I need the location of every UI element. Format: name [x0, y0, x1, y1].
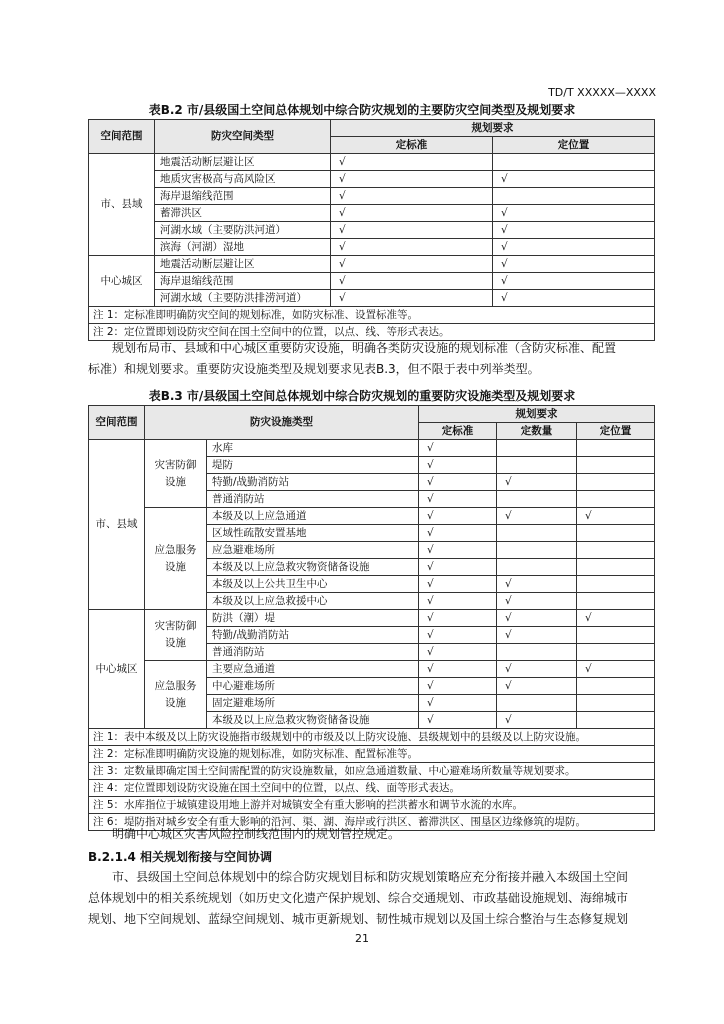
type-cell: 本级及以上应急通道: [207, 508, 419, 525]
position-cell: √: [493, 273, 655, 290]
position-cell: [577, 712, 655, 729]
paragraph-control: [88, 824, 654, 845]
quantity-cell: [497, 559, 577, 576]
position-cell: √: [577, 610, 655, 627]
table-row: [89, 239, 655, 256]
header-quantity: 定数量: [497, 423, 577, 440]
position-cell: [493, 188, 655, 205]
standard-cell: √: [419, 593, 497, 610]
table-row: [89, 610, 655, 627]
table-row: [89, 205, 655, 222]
type-cell: 特勤/战勤消防站: [207, 474, 419, 491]
position-cell: √: [577, 661, 655, 678]
table-note: 注 2：定位置即划设防灾空间在国土空间中的位置，以点、线、等形式表达。: [89, 324, 655, 341]
category-cell: 应急服务设施: [145, 508, 207, 610]
type-cell: 地震活动断层避让区: [155, 256, 331, 273]
header-scope: 空间范围: [89, 406, 145, 440]
table-note: 注 3：定数量即确定国土空间需配置的防灾设施数量，如应急通道数量、中心避难场所数量等规划要求。: [89, 763, 655, 780]
position-cell: [577, 695, 655, 712]
scope-cell: 中心城区: [89, 256, 155, 307]
position-cell: [577, 457, 655, 474]
standard-cell: √: [419, 644, 497, 661]
standard-cell: √: [331, 205, 493, 222]
category-cell: 应急服务设施: [145, 661, 207, 729]
quantity-cell: [497, 644, 577, 661]
table-row: [89, 171, 655, 188]
header-type: 防灾空间类型: [155, 120, 331, 154]
position-cell: √: [577, 508, 655, 525]
quantity-cell: [497, 525, 577, 542]
table-b2: [88, 119, 655, 341]
table-row: [89, 508, 655, 525]
standard-cell: √: [331, 171, 493, 188]
type-cell: 中心避难场所: [207, 678, 419, 695]
position-cell: [577, 491, 655, 508]
quantity-cell: √: [497, 678, 577, 695]
table-b3: [88, 405, 655, 831]
table-row: [89, 440, 655, 457]
position-cell: [577, 593, 655, 610]
quantity-cell: [497, 491, 577, 508]
table-b2-caption: 表B.2 市/县级国土空间总体规划中综合防灾规划的主要防灾空间类型及规划要求: [148, 103, 576, 117]
paragraph-line: 规划、地下空间规划、蓝绿空间规划、城市更新规划、韧性城市规划以及国土综合整治与生态修复规划: [88, 912, 629, 926]
table-row: [89, 154, 655, 171]
standard-cell: √: [419, 627, 497, 644]
scope-cell: 中心城区: [89, 610, 145, 729]
standard-cell: √: [419, 440, 497, 457]
header-requirements: 规划要求: [419, 406, 655, 423]
standard-cell: √: [419, 695, 497, 712]
paragraph-facilities: [88, 338, 654, 380]
type-cell: 滨海（河湖）湿地: [155, 239, 331, 256]
table-row: [89, 188, 655, 205]
standard-cell: √: [419, 457, 497, 474]
quantity-cell: √: [497, 508, 577, 525]
standard-cell: √: [419, 491, 497, 508]
standard-cell: √: [419, 661, 497, 678]
standard-cell: √: [331, 188, 493, 205]
quantity-cell: √: [497, 576, 577, 593]
standard-cell: √: [419, 508, 497, 525]
type-cell: 普通消防站: [207, 644, 419, 661]
header-requirements: 规划要求: [331, 120, 655, 137]
table-note: 注 6：堤防指对城乡安全有重大影响的沿河、渠、湖、海岸或行洪区、蓄滞洪区、围垦区边缘修筑的堤防。: [89, 814, 655, 831]
position-cell: √: [493, 290, 655, 307]
position-cell: [577, 525, 655, 542]
position-cell: [577, 559, 655, 576]
table-note: 注 1：表中本级及以上防灾设施指市级规划中的市级及以上防灾设施、县级规划中的县级及以上防灾设施。: [89, 729, 655, 746]
type-cell: 地质灾害极高与高风险区: [155, 171, 331, 188]
section-title: B.2.1.4 相关规划衔接与空间协调: [88, 850, 273, 864]
type-cell: 区域性疏散安置基地: [207, 525, 419, 542]
quantity-cell: √: [497, 610, 577, 627]
header-position: 定位置: [493, 137, 655, 154]
standard-cell: √: [331, 256, 493, 273]
table-note: 注 5：水库指位于城镇建设用地上游并对城镇安全有重大影响的拦洪蓄水和调节水流的水库。: [89, 797, 655, 814]
type-cell: 海岸退缩线范围: [155, 273, 331, 290]
document-code: TD/T XXXXX—XXXX: [548, 86, 656, 99]
header-position: 定位置: [577, 423, 655, 440]
standard-cell: √: [419, 525, 497, 542]
quantity-cell: [497, 695, 577, 712]
table-row: [89, 290, 655, 307]
standard-cell: √: [331, 222, 493, 239]
table-note: 注 1：定标准即明确防灾空间的规划标准，如防灾标准、设置标准等。: [89, 307, 655, 324]
standard-cell: √: [419, 542, 497, 559]
type-cell: 堤防: [207, 457, 419, 474]
standard-cell: √: [419, 678, 497, 695]
quantity-cell: √: [497, 627, 577, 644]
position-cell: [577, 644, 655, 661]
standard-cell: √: [331, 273, 493, 290]
type-cell: 本级及以上应急救援中心: [207, 593, 419, 610]
position-cell: √: [493, 239, 655, 256]
type-cell: 防洪（潮）堤: [207, 610, 419, 627]
header-scope: 空间范围: [89, 120, 155, 154]
quantity-cell: √: [497, 474, 577, 491]
type-cell: 蓄滞洪区: [155, 205, 331, 222]
category-cell: 灾害防御设施: [145, 440, 207, 508]
table-row: [89, 256, 655, 273]
table-row: [89, 273, 655, 290]
position-cell: [577, 542, 655, 559]
header-standard: 定标准: [331, 137, 493, 154]
type-cell: 河湖水域（主要防洪河道）: [155, 222, 331, 239]
standard-cell: √: [331, 239, 493, 256]
type-cell: 水库: [207, 440, 419, 457]
type-cell: 普通消防站: [207, 491, 419, 508]
category-cell: 灾害防御设施: [145, 610, 207, 661]
page-number: 21: [355, 932, 369, 945]
standard-cell: √: [419, 576, 497, 593]
standard-cell: √: [419, 559, 497, 576]
position-cell: √: [493, 222, 655, 239]
standard-cell: √: [419, 712, 497, 729]
table-note: 注 4：定位置即划设防灾设施在国土空间中的位置，以点、线、面等形式表达。: [89, 780, 655, 797]
standard-cell: √: [331, 154, 493, 171]
position-cell: [577, 678, 655, 695]
table-row: [89, 661, 655, 678]
header-type: 防灾设施类型: [145, 406, 419, 440]
type-cell: 固定避难场所: [207, 695, 419, 712]
table-note: 注 2：定标准即明确防灾设施的规划标准，如防灾标准、配置标准等。: [89, 746, 655, 763]
table-b3-caption: 表B.3 市/县级国土空间总体规划中综合防灾规划的重要防灾设施类型及规划要求: [148, 389, 576, 403]
position-cell: [577, 440, 655, 457]
standard-cell: √: [331, 290, 493, 307]
header-standard: 定标准: [419, 423, 497, 440]
position-cell: [577, 474, 655, 491]
type-cell: 本级及以上公共卫生中心: [207, 576, 419, 593]
type-cell: 本级及以上应急救灾物资储备设施: [207, 559, 419, 576]
type-cell: 地震活动断层避让区: [155, 154, 331, 171]
paragraph-line: 总体规划中的相关系统规划（如历史文化遗产保护规划、综合交通规划、市政基础设施规划、海绵城市: [88, 891, 629, 905]
quantity-cell: √: [497, 593, 577, 610]
quantity-cell: [497, 457, 577, 474]
position-cell: √: [493, 256, 655, 273]
paragraph-line: 规划布局市、县域和中心城区重要防灾设施，明确各类防灾设施的规划标准（含防灾标准、配置: [112, 341, 617, 355]
scope-cell: 市、县域: [89, 440, 145, 610]
paragraph-line: 市、县级国土空间总体规划中的综合防灾规划目标和防灾规划策略应充分衔接并融入本级国土空间: [112, 870, 629, 884]
position-cell: [577, 627, 655, 644]
type-cell: 本级及以上应急救灾物资储备设施: [207, 712, 419, 729]
standard-cell: √: [419, 474, 497, 491]
paragraph-coordination: [88, 867, 654, 930]
paragraph-line: 明确中心城区灾害风险控制线范围内的规划管控规定。: [112, 827, 401, 841]
position-cell: [493, 154, 655, 171]
quantity-cell: [497, 542, 577, 559]
paragraph-line: 标准）和规划要求。重要防灾设施类型及规划要求见表B.3，但不限于表中列举类型。: [88, 362, 540, 376]
type-cell: 河湖水域（主要防洪排涝河道）: [155, 290, 331, 307]
quantity-cell: [497, 440, 577, 457]
position-cell: √: [493, 171, 655, 188]
position-cell: [577, 576, 655, 593]
type-cell: 主要应急通道: [207, 661, 419, 678]
type-cell: 海岸退缩线范围: [155, 188, 331, 205]
quantity-cell: √: [497, 712, 577, 729]
type-cell: 应急避难场所: [207, 542, 419, 559]
position-cell: √: [493, 205, 655, 222]
table-row: [89, 222, 655, 239]
type-cell: 特勤/战勤消防站: [207, 627, 419, 644]
quantity-cell: √: [497, 661, 577, 678]
standard-cell: √: [419, 610, 497, 627]
scope-cell: 市、县域: [89, 154, 155, 256]
